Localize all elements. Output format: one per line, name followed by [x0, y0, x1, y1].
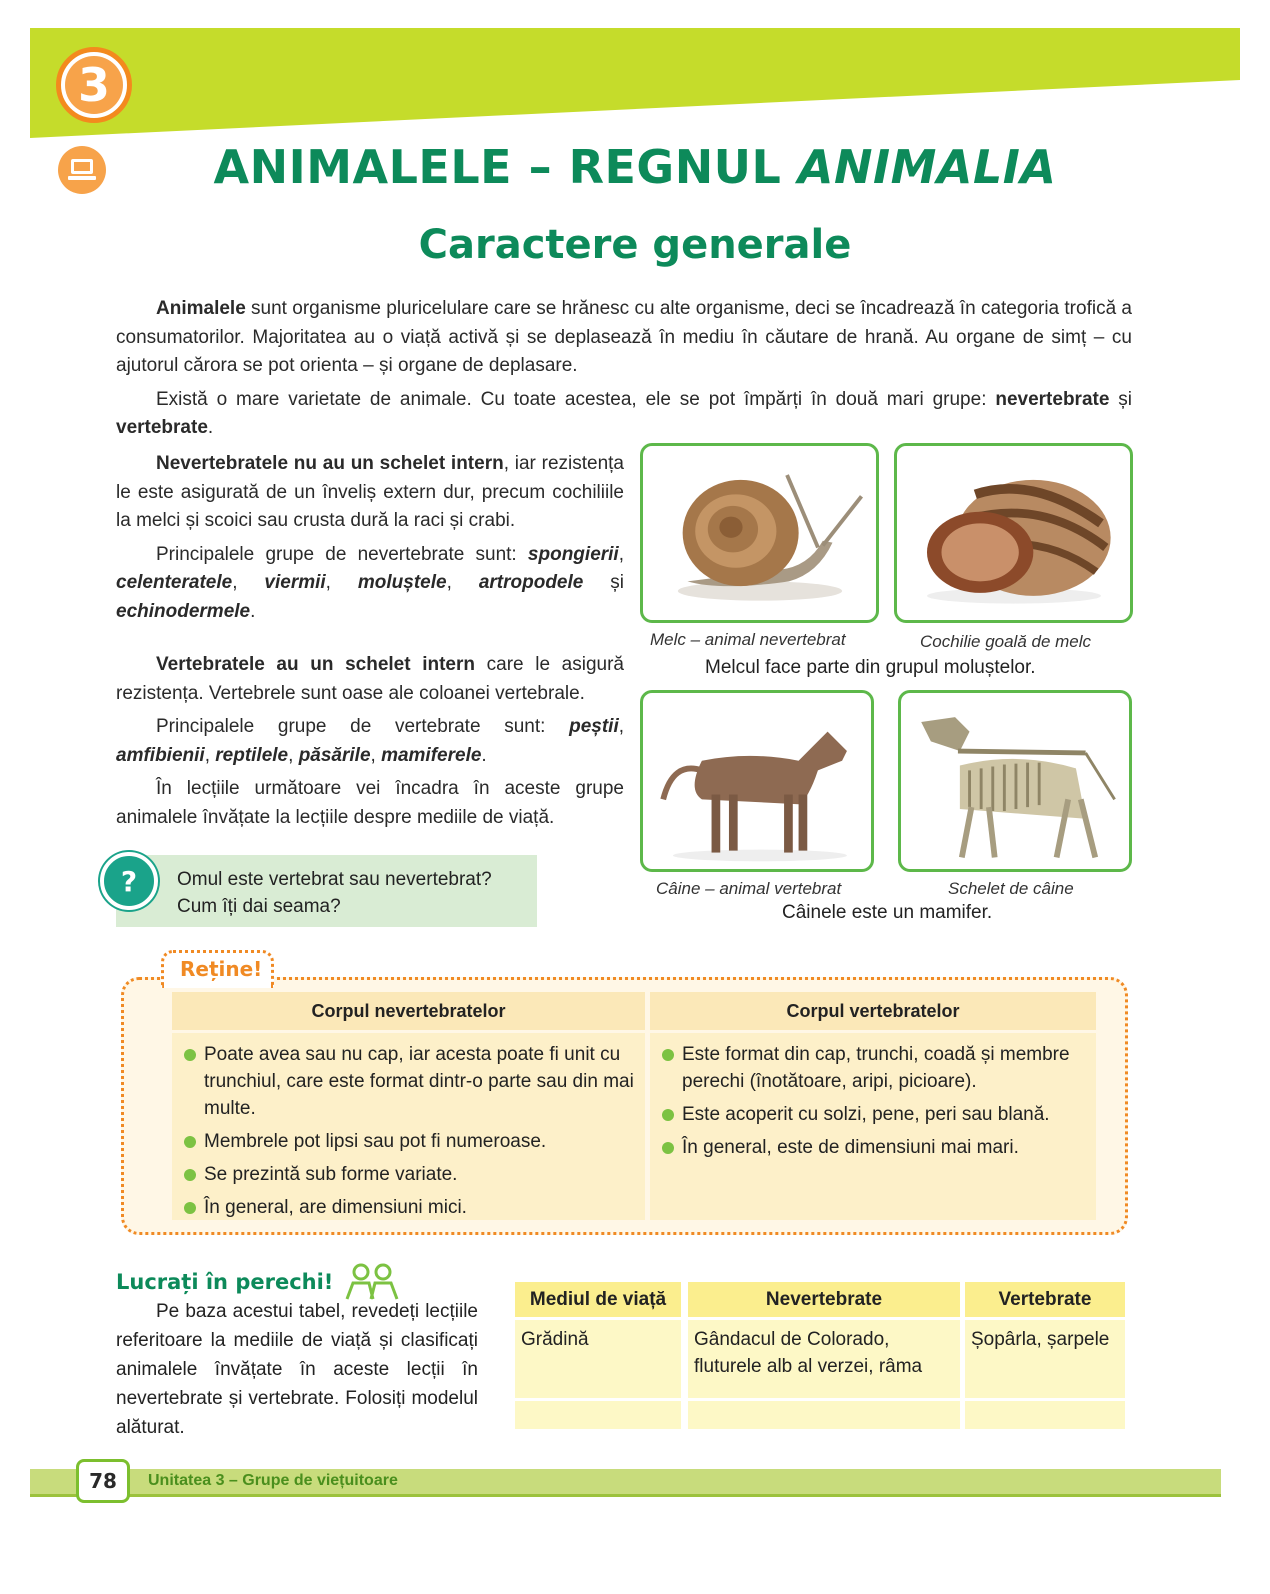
snail-caption: Melc – animal nevertebrat: [650, 630, 846, 649]
table-header: Mediul de viață: [515, 1282, 681, 1317]
snail-group-caption: Melcul face parte din grupul moluștelor.: [705, 657, 1036, 678]
shell-caption: Cochilie goală de melc: [920, 632, 1092, 651]
list-item: Membrele pot lipsi sau pot fi numeroase.: [182, 1128, 635, 1155]
unit-number: 3: [77, 58, 110, 112]
list-item: În general, are dimensiuni mici.: [182, 1194, 635, 1221]
dog-caption: Câine – animal vertebrat: [656, 879, 842, 898]
table-header: Vertebrate: [965, 1282, 1125, 1317]
page-title: ANIMALELE – REGNUL ANIMALIA: [213, 140, 1057, 194]
dog-group-caption: Câinele este un mamifer.: [782, 902, 993, 923]
header-band: [30, 28, 1240, 138]
list-item: Este format din cap, trunchi, coadă și membre perechi (înotătoare, aripi, picioare).: [660, 1041, 1086, 1095]
unit-badge: [56, 47, 132, 123]
invertebrate-body-header: Corpul nevertebratelor: [172, 992, 645, 1030]
skeleton-caption: Schelet de câine: [948, 879, 1074, 898]
retine-label: Reține!: [180, 957, 263, 981]
dog-skeleton-photo: [898, 690, 1132, 872]
list-item: În general, este de dimensiuni mai mari.: [660, 1134, 1086, 1161]
footer-text: Unitatea 3 – Grupe de viețuitoare: [148, 1472, 398, 1489]
list-item: Se prezintă sub forme variate.: [182, 1161, 635, 1188]
page-subtitle: Caractere generale: [418, 222, 852, 268]
footer-line: [30, 1494, 1221, 1497]
list-item: Este acoperit cu solzi, pene, peri sau blană.: [660, 1101, 1086, 1128]
table-header: Nevertebrate: [688, 1282, 960, 1317]
table-cell: Grădină: [515, 1320, 681, 1398]
table-cell: [515, 1401, 681, 1429]
table-cell: Gândacul de Colorado, fluturele alb al verzei, râma: [688, 1320, 960, 1398]
table-cell: [965, 1401, 1125, 1429]
question-icon: ?: [100, 852, 158, 910]
invertebrates-text: Nevertebratele nu au un schelet intern, iar rezistența le este asigurată de un înveliș extern dur, precum cochiliile la melci și scoici sau crusta dură la raci și crabi. Principalele grupe de nevertebrate sunt: spongierii, celenteratele, viermii, moluștele, artropodele și echinodermele.: [116, 453, 625, 622]
vertebrate-body-list: [650, 1033, 1096, 1220]
question-text: Omul este vertebrat sau nevertebrat? Cum îți dai seama?: [177, 869, 492, 917]
shell-photo: [894, 443, 1133, 623]
pairs-title: Lucrați în perechi!: [116, 1263, 403, 1303]
snail-photo: [640, 443, 879, 623]
table-cell: Șopârla, șarpele: [965, 1320, 1125, 1398]
vertebrates-text: Vertebratele au un schelet intern care le asigură rezistența. Vertebrele sunt oase ale coloanei vertebrale. Principalele grupe de vertebrate sunt: peștii, amfibienii, reptilele, păsările, mamiferele. În lecțiile următoare vei încadra în aceste grupe animalele învățate la lecțiile despre mediile de viață.: [116, 654, 624, 828]
list-item: Poate avea sau nu cap, iar acesta poate fi unit cu trunchiul, care este format dintr-o parte sau din mai multe.: [182, 1041, 635, 1122]
table-cell: [688, 1401, 960, 1429]
vertebrate-body-header: Corpul vertebratelor: [650, 992, 1096, 1030]
pairs-text: Pe baza acestui tabel, revedeți lecțiile referitoare la mediile de viață și clasificați animalele învățate în aceste lecții în nevertebrate și vertebrate. Folosiți modelul alăturat.: [116, 1301, 478, 1438]
dog-photo: [640, 690, 874, 872]
page-number: 78: [76, 1459, 130, 1503]
invertebrate-body-list: [172, 1033, 645, 1220]
intro-text: Animalele sunt organisme pluricelulare care se hrănesc cu alte organisme, deci se încadrează în categoria trofică a consumatorilor. Majoritatea au o viață activă și se deplasează în mediu în căutare de hrană. Au organe de simț – cu ajutorul cărora se pot orienta – și organe de deplasare. Există o mare varietate de animale. Cu toate acestea, ele se pot împărți în două mari grupe: nevertebrate și vertebrate.: [116, 298, 1132, 438]
